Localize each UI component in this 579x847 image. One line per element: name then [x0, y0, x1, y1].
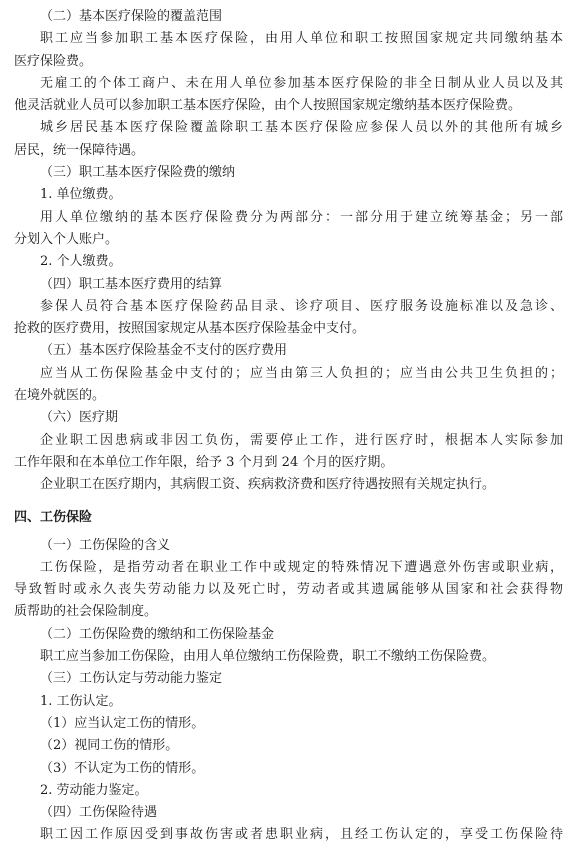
paragraph-line: 居民，统一保障待遇。 — [14, 142, 145, 158]
paragraph-line: 工作年限和在本单位工作年限，给予 3 个月到 24 个月的医疗期。 — [14, 454, 394, 470]
subheading-line: 1. 单位缴费。 — [40, 187, 122, 203]
paragraph-line: 分划入个人账户。 — [14, 231, 119, 247]
subheading-line: （三）职工基本医疗保险费的缴纳 — [40, 165, 236, 181]
subheading-line: （2）视同工伤的情形。 — [40, 738, 179, 754]
paragraph-line: 抢救的医疗费用，按照国家规定从基本医疗保险基金中支付。 — [14, 321, 366, 337]
subheading-line: 2. 个人缴费。 — [40, 254, 122, 270]
paragraph-line: 企业职工因患病或非因工负伤，需要停止工作，进行医疗时，根据本人实际参加 — [40, 432, 563, 448]
paragraph-line: 参保人员符合基本医疗保险药品目录、诊疗项目、医疗服务设施标准以及急诊、 — [40, 298, 563, 314]
paragraph-line: 导致暂时或永久丧失劳动能力以及死亡时，劳动者或其遗属能够从国家和社会获得物 — [14, 582, 563, 598]
subheading-line: （一）工伤保险的含义 — [40, 537, 171, 553]
paragraph-line: 职工应当参加工伤保险，由用人单位缴纳工伤保险费，职工不缴纳工伤保险费。 — [40, 649, 496, 665]
subheading-line: （1）应当认定工伤的情形。 — [40, 715, 205, 731]
subheading-line: （三）工伤认定与劳动能力鉴定 — [40, 671, 223, 687]
subheading-line: （四）工伤保险待遇 — [40, 805, 158, 821]
subheading-line: （二）基本医疗保险的覆盖范围 — [40, 9, 223, 24]
subheading-line: 2. 劳动能力鉴定。 — [40, 782, 148, 798]
subheading-line: （五）基本医疗保险基金不支付的医疗费用 — [40, 343, 288, 359]
paragraph-line: 在境外就医的。 — [14, 388, 106, 404]
paragraph-line: 用人单位缴纳的基本医疗保险费分为两部分：一部分用于建立统筹基金；另一部 — [40, 209, 563, 225]
paragraph-line: 质帮助的社会保险制度。 — [14, 604, 158, 620]
paragraph-line: 企业职工在医疗期内，其病假工资、疾病救济费和医疗待遇按照有关规定执行。 — [40, 477, 496, 493]
paragraph-line: 医疗保险费。 — [14, 53, 93, 69]
paragraph-line: 城乡居民基本医疗保险覆盖除职工基本医疗保险应参保人员以外的其他所有城乡 — [40, 120, 563, 136]
subheading-line: （二）工伤保险费的缴纳和工伤保险基金 — [40, 626, 275, 642]
subheading-line: （四）职工基本医疗费用的结算 — [40, 276, 223, 292]
paragraph-line: 应当从工伤保险基金中支付的；应当由第三人负担的；应当由公共卫生负担的； — [40, 365, 563, 381]
paragraph-line: 职工应当参加职工基本医疗保险，由用人单位和职工按照国家规定共同缴纳基本 — [40, 31, 563, 47]
section-heading: 四、工伤保险 — [14, 509, 93, 525]
paragraph-line: 工伤保险，是指劳动者在职业工作中或规定的特殊情况下遭遇意外伤害或职业病， — [40, 559, 563, 575]
paragraph-line: 职工因工作原因受到事故伤害或者患职业病，且经工伤认定的，享受工伤保险待 — [40, 827, 563, 843]
subheading-line: （六）医疗期 — [40, 410, 119, 426]
subheading-line: （3）不认定为工伤的情形。 — [40, 760, 205, 776]
paragraph-line: 无雇工的个体工商户、未在用人单位参加基本医疗保险的非全日制从业人员以及其 — [40, 75, 563, 91]
document-body — [14, 6, 563, 847]
paragraph-line: 他灵活就业人员可以参加职工基本医疗保险，由个人按照国家规定缴纳基本医疗保险费。 — [14, 98, 522, 114]
subheading-line: 1. 工伤认定。 — [40, 693, 122, 709]
